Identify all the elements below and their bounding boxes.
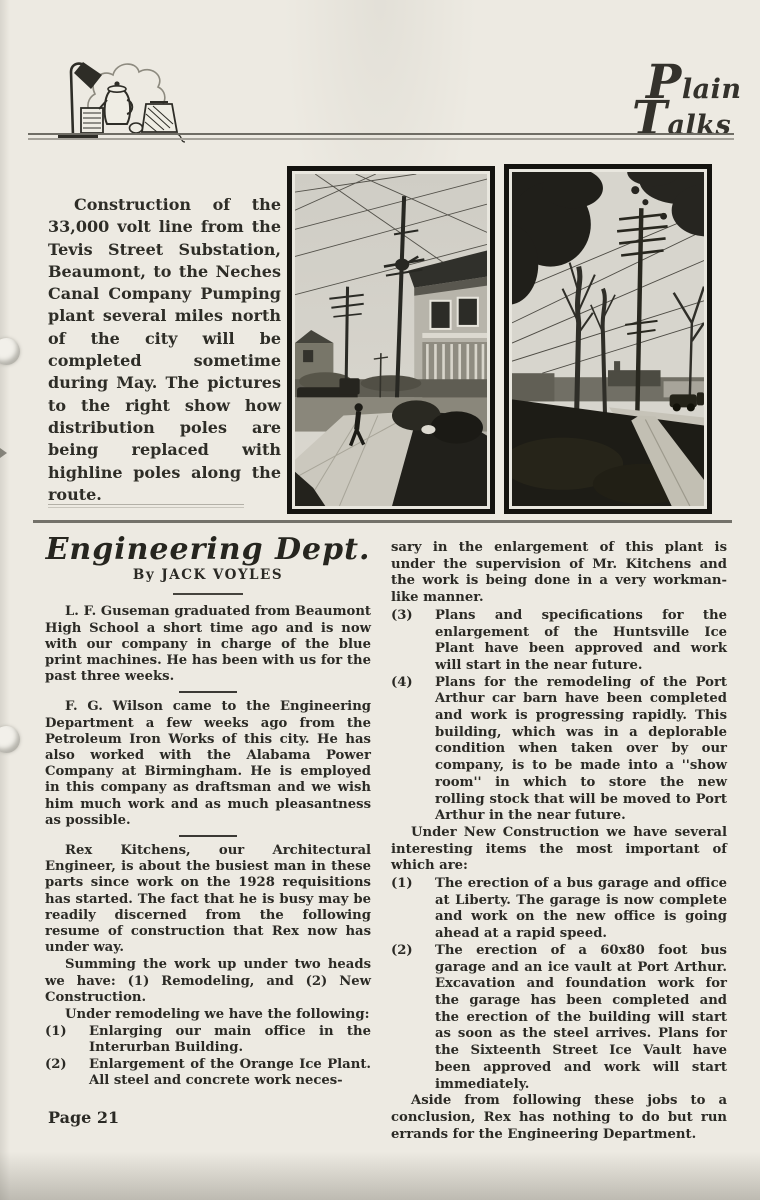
plain-talks-logo [632,55,756,147]
article-column-right [391,540,727,1144]
list-item-text: Enlargement of the Orange Ice Plant. All steel and concrete work neces- [89,1056,371,1088]
paragraph-guseman: L. F. Guseman graduated from Beaumont High School a short time ago and is now with our company in charge of the blue print machines. He has been with us for the past three weeks. [45,604,371,685]
list-item [391,675,727,825]
list-item-number: (4) [391,674,413,690]
engineering-article [45,532,727,1144]
list-item [391,608,727,675]
paragraph-divider [179,691,237,693]
list-item-number: (2) [45,1056,67,1072]
binder-hole [0,338,20,365]
street-scene-photo-icon [295,174,487,506]
paragraph-divider [179,835,237,837]
article-title: Engineering Dept. [45,532,371,567]
list-item-number: (3) [391,607,413,623]
section-rule [33,520,732,523]
list-item-number: (2) [391,942,413,958]
article-byline: By JACK VOYLES [132,567,284,584]
list-item-text: The erection of a bus garage and office at Liberty. The garage is now complete and work on the new office is going ahead at a rapid speed. [435,876,727,942]
paragraph-closing: Aside from following these jobs to a conclusion, Rex has nothing to do but run errands for the Engineering Department. [391,1093,727,1142]
list-item [45,1024,371,1056]
list-item-number: (1) [45,1024,67,1040]
logo-word-talks: Talks [632,91,732,147]
binder-hole [0,726,20,753]
paragraph-summing: Summing the work up under two heads we have: (1) Remodeling, and (2) New Construction. [45,957,371,1005]
list-item [391,876,727,943]
list-item-text: Plans and specifications for the enlargement of the Huntsville Ice Plant have been approved and work will start in the near future. [435,607,727,673]
list-item-text: Plans for the remodeling of the Port Arthur car barn have been completed and work is progressing rapidly. This building, which was in a deplorable condition when taken over by our company, is to be made into a ''show room'' in which to store the new rolling stock that will be moved to Port Arthur in the near future. [435,674,727,824]
paragraph-continuation: sary in the enlargement of this plant is under the supervision of Mr. Kitchens and the work is being done in a very workman-like manner. [391,540,727,606]
list-item-number: (1) [391,876,413,892]
list-item [45,1057,371,1089]
page-number: Page 21 [48,1108,120,1127]
article-column-left [45,532,371,1144]
list-item-text: The erection of a 60x80 foot bus garage and an ice vault at Port Arthur. Excavation and foundation work for the garage has been completed and the erection of the building will start as soon as the steel arrives. Plans for the Sixteenth Street Ice Vault have been approved and work will start immediately. [435,942,727,1092]
byline-rule [173,593,243,595]
paragraph-kitchens: Rex Kitchens, our Architectural Engineer, is about the busiest man in these parts since work on the 1928 requisitions has started. The fact that he is busy may be readily discerned from the following resume of construction that Rex now has under way. [45,843,371,956]
photo-highline-poles [504,164,712,514]
intro-end-rule [48,504,244,508]
intro-paragraph: Construction of the 33,000 volt line from the Tevis Street Substation, Beaumont, to the Neches Canal Company Pumping plant several miles north of the city will be completed sometime during May. The pictures to the right show how distribution poles are being replaced with highline poles along the route. [48,195,281,504]
paragraph-new-construction: Under New Construction we have several interesting items the most important of which are: [391,824,727,874]
paragraph-wilson: F. G. Wilson came to the Engineering Department a few weeks ago from the Petroleum Iron Works of this city. He has also worked with the Alabama Power Company at Birmingham. He is employed in this company as draftsman and we wish him much work and as much pleasantness as possible. [45,699,371,828]
paragraph-remodeling-intro: Under remodeling we have the following: [65,1007,370,1023]
photo-distribution-poles [287,166,495,514]
photo-mat [292,171,490,509]
header-rule [28,133,734,140]
list-item-text: Enlarging our main office in the Interurban Building. [89,1024,371,1056]
list-item [391,943,727,1093]
photo-mat [509,169,707,509]
logo-word-plain: Plain [646,55,742,110]
page-edge-mark [0,448,7,458]
highline-scene-photo-icon [512,172,704,506]
